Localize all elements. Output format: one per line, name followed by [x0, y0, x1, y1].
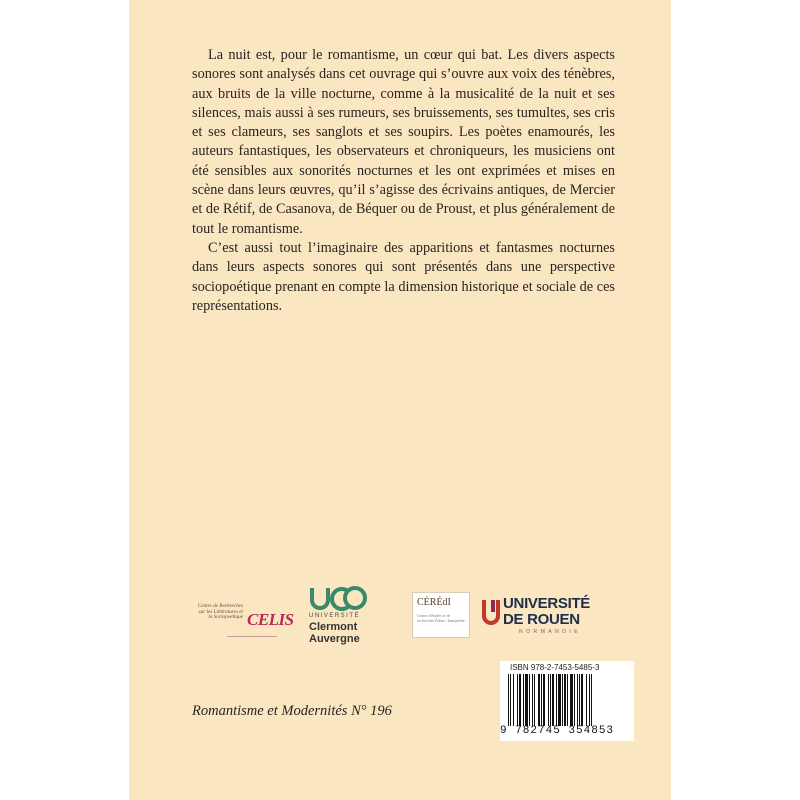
blurb-paragraph-1: La nuit est, pour le romantisme, un cœur qui bat. Les divers aspects sonores sont analysés dans cet ouvrage qui s’ouvre aux voix des ténèbres, aux bruits de la ville nocturne, comme à la musicalité de la nuit et ses silences, mais aussi à ses rumeurs, ses bruissements, ses tumultes, ses cris et ses clameurs, ses sanglots et ses soupirs. Les poètes enamourés, les auteurs fantastiques, les observateurs et chroniqueurs, les musiciens ont été sensibles aux sonorités nocturnes et les ont exprimées et mises en scène dans leurs œuvres, qu’il s’agisse des écrivains antiques, de Mercier et de Rétif, de Casanova, de Béquer ou de Proust, et plus généralement de tout le romantisme.: [192, 47, 615, 237]
barcode-bar: [581, 674, 583, 726]
barcode-bar: [574, 674, 575, 726]
barcode-bar: [579, 674, 580, 726]
barcode-bar: [525, 674, 528, 726]
series-title: Romantisme et Modernités N° 196: [192, 703, 392, 719]
barcode-bar: [519, 674, 521, 726]
uca-mark-icon: [309, 585, 369, 613]
barcode-digits: 9 782745 354853: [500, 725, 615, 737]
barcode-bar: [523, 674, 524, 726]
uca-universite-label: UNIVERSITÉ: [309, 613, 361, 619]
celis-logo: [197, 600, 294, 640]
ceredi-logo-name: CÉRÉdI: [417, 597, 451, 608]
barcode-bar: [532, 674, 533, 726]
barcode-bar: [534, 674, 535, 726]
barcode-bar: [541, 674, 542, 726]
barcode-bars: [508, 674, 626, 726]
rouen-universite-label: UNIVERSITÉ: [503, 595, 591, 612]
back-cover-blurb: [192, 46, 615, 316]
rouen-u-mark-icon: [481, 598, 501, 628]
barcode-bar: [538, 674, 540, 726]
barcode-bar: [562, 674, 563, 726]
barcode-bar: [586, 674, 587, 726]
back-cover: [129, 0, 671, 800]
barcode-bar: [510, 674, 511, 726]
barcode-bar: [548, 674, 549, 726]
barcode-bar: [508, 674, 509, 726]
partner-logos: [129, 580, 671, 650]
isbn-barcode: [500, 661, 634, 741]
ceredi-logo: [412, 592, 470, 638]
barcode-bar: [550, 674, 551, 726]
rouen-normandie-label: NORMANDIE: [519, 629, 582, 635]
barcode-bar: [577, 674, 578, 726]
barcode-bar: [556, 674, 557, 726]
barcode-bar: [589, 674, 590, 726]
barcode-bar: [517, 674, 518, 726]
ceredi-logo-subtitle: Centre d'études et de recherches Éditer / Interpréter: [417, 613, 465, 623]
blurb-paragraph-2: C’est aussi tout l’imaginaire des apparitions et fantasmes nocturnes dans leurs aspects sonores qui sont présentés dans une perspective sociopoétique prenant en compte la dimension historique et sociale de ces représentations.: [192, 239, 615, 314]
isbn-label: ISBN 978-2-7453-5485-3: [510, 663, 600, 672]
barcode-bar: [591, 674, 592, 726]
barcode-bar: [570, 674, 573, 726]
rouen-de-rouen-label: DE ROUEN: [503, 611, 580, 628]
barcode-bar: [529, 674, 530, 726]
uca-clermont-label: Clermont: [309, 621, 358, 633]
barcode-bar: [567, 674, 568, 726]
uca-auvergne-label: Auvergne: [309, 633, 360, 645]
barcode-bar: [543, 674, 545, 726]
universite-rouen-logo: [481, 594, 621, 640]
uca-logo: [309, 585, 369, 645]
celis-logo-name: CELIS: [247, 610, 294, 629]
barcode-bar: [552, 674, 554, 726]
celis-logo-caption: Centre de Recherches sur les Littératures et la Sociopoétique: [197, 603, 243, 621]
barcode-bar: [564, 674, 566, 726]
barcode-bar: [513, 674, 514, 726]
celis-logo-rule: [227, 636, 277, 637]
barcode-bar: [558, 674, 561, 726]
